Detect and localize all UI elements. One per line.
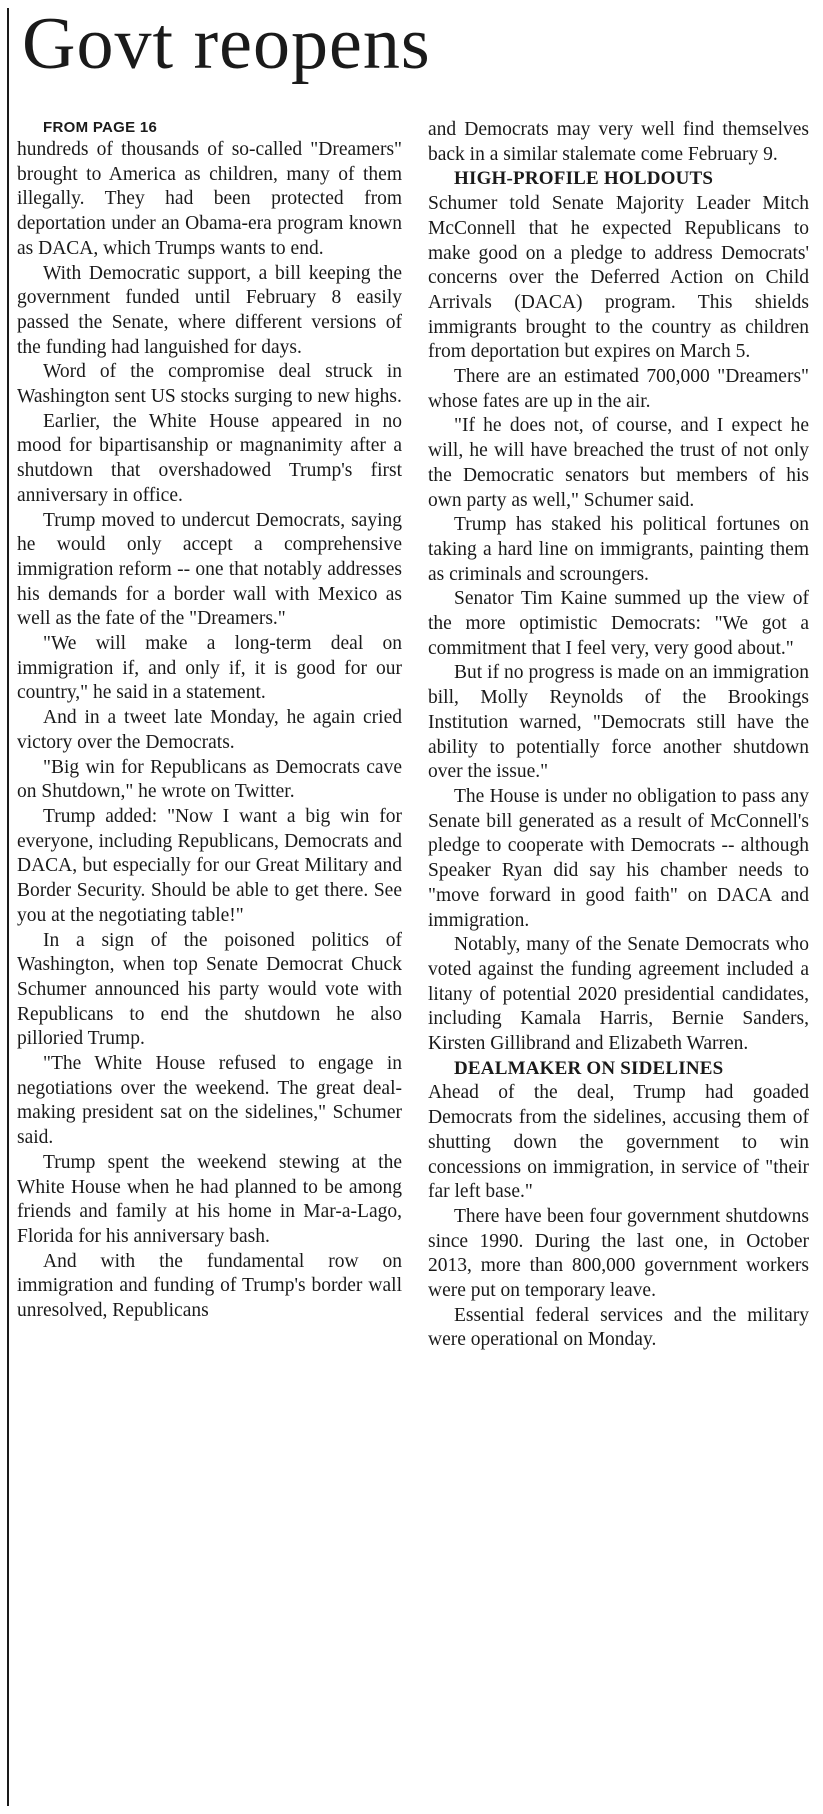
paragraph: With Democratic support, a bill keeping the government funded until February 8 easily passed the Senate, where different versions of the funding had languished for days. [17, 262, 402, 358]
column-rule [7, 8, 9, 1806]
paragraph: Earlier, the White House appeared in no mood for bipartisanship or magnanimity after a shutdown that overshadowed Trump's first anniversary in office. [17, 410, 402, 506]
right-column [428, 118, 809, 1353]
headline: Govt reopens [22, 3, 431, 85]
paragraph: Notably, many of the Senate Democrats who voted against the funding agreement included a litany of potential 2020 presidential candidates, including Kamala Harris, Bernie Sanders, Kirsten Gillibrand and Elizabeth Warren. [428, 934, 809, 1055]
paragraph: Essential federal services and the military were operational on Monday. [428, 1304, 809, 1351]
paragraph: But if no progress is made on an immigration bill, Molly Reynolds of the Brookings Institution warned, "Democrats still have the ability to potentially force another shutdown over the issue." [428, 662, 809, 783]
paragraph: There have been four government shutdowns since 1990. During the last one, in October 2013, more than 800,000 government workers were put on temporary leave. [428, 1205, 809, 1302]
paragraph: hundreds of thousands of so-called "Dreamers" brought to America as children, many of them illegally. They had been protected from deportation under an Obama-era program known as DACA, which Trumps wants to end. [17, 139, 402, 259]
paragraph: The House is under no obligation to pass any Senate bill generated as a result of McConnell's pledge to cooperate with Democrats -- although Speaker Ryan did say his chamber needs to "move forward in good faith" on DACA and immigration. [428, 785, 809, 931]
paragraph: Trump added: "Now I want a big win for everyone, including Republicans, Democrats and DACA, but especially for our Great Military and Border Security. Should be able to get there. See you at the negotiating table!" [17, 805, 402, 926]
paragraph: "The White House refused to engage in negotiations over the weekend. The great deal-making president sat on the sidelines," Schumer said. [17, 1053, 402, 1149]
paragraph: Senator Tim Kaine summed up the view of the more optimistic Democrats: "We got a commitment that I feel very, very good about." [428, 588, 809, 659]
paragraph: Word of the compromise deal struck in Washington sent US stocks surging to new highs. [17, 361, 402, 408]
paragraph: And with the fundamental row on immigration and funding of Trump's border wall unresolved, Republicans [17, 1250, 402, 1322]
subhead-high-profile-holdouts: HIGH-PROFILE HOLDOUTS [454, 168, 714, 190]
subhead-dealmaker-on-sidelines: DEALMAKER ON SIDELINES [454, 1057, 724, 1079]
paragraph: And in a tweet late Monday, he again cried victory over the Democrats. [17, 707, 402, 753]
paragraph: "We will make a long-term deal on immigration if, and only if, it is good for our country," he said in a statement. [17, 633, 402, 704]
left-column [17, 118, 402, 1324]
paragraph: Trump has staked his political fortunes on taking a hard line on immigrants, painting them as criminals and scroungers. [428, 514, 809, 585]
jump-line: FROM PAGE 16 [43, 119, 158, 136]
paragraph: There are an estimated 700,000 "Dreamers" whose fates are up in the air. [428, 366, 809, 412]
paragraph: Ahead of the deal, Trump had goaded Democrats from the sidelines, accusing them of shutting down the government to win concessions on immigration, in service of "their far left base." [428, 1082, 809, 1203]
paragraph: Schumer told Senate Majority Leader Mitch McConnell that he expected Republicans to make good on a pledge to address Democrats' concerns over the Deferred Action on Child Arrivals (DACA) program. This shields immigrants brought to the country as children from deportation but expires on March 5. [428, 193, 809, 363]
paragraph: Trump spent the weekend stewing at the White House when he had planned to be among friends and family at his home in Mar-a-Lago, Florida for his anniversary bash. [17, 1151, 402, 1247]
paragraph: "Big win for Republicans as Democrats cave on Shutdown," he wrote on Twitter. [17, 756, 402, 803]
paragraph: "If he does not, of course, and I expect he will, he will have breached the trust of not only the Democratic senators but members of his own party as well," Schumer said. [428, 415, 809, 511]
paragraph: and Democrats may very well find themselves back in a similar stalemate come February 9. [428, 119, 809, 165]
paragraph: In a sign of the poisoned politics of Washington, when top Senate Democrat Chuck Schumer announced his party would vote with Republicans to end the shutdown he also pilloried Trump. [17, 929, 402, 1050]
paragraph: Trump moved to undercut Democrats, saying he would only accept a comprehensive immigration reform -- one that notably addresses his demands for a border wall with Mexico as well as the fate of the "Dreamers." [17, 509, 402, 630]
